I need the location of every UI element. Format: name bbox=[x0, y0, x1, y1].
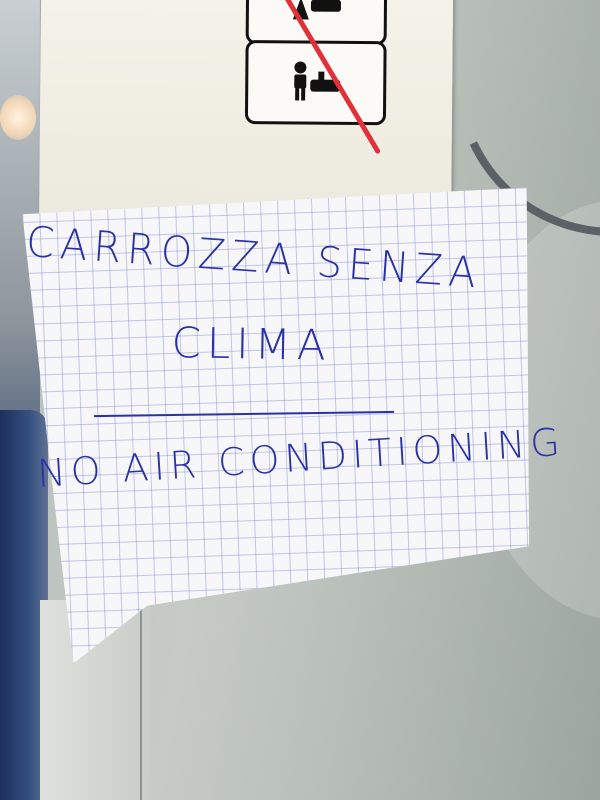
ceiling-light bbox=[0, 95, 36, 140]
sign-line-no-air-conditioning: NO AIR CONDITIONING bbox=[36, 419, 566, 496]
sign-line-carrozza-senza: CARROZZA SENZA bbox=[24, 218, 484, 299]
prohibition-slash-icon bbox=[250, 0, 412, 171]
sign-line-clima: CLIMA bbox=[171, 318, 333, 370]
door-gap-line bbox=[140, 610, 142, 800]
